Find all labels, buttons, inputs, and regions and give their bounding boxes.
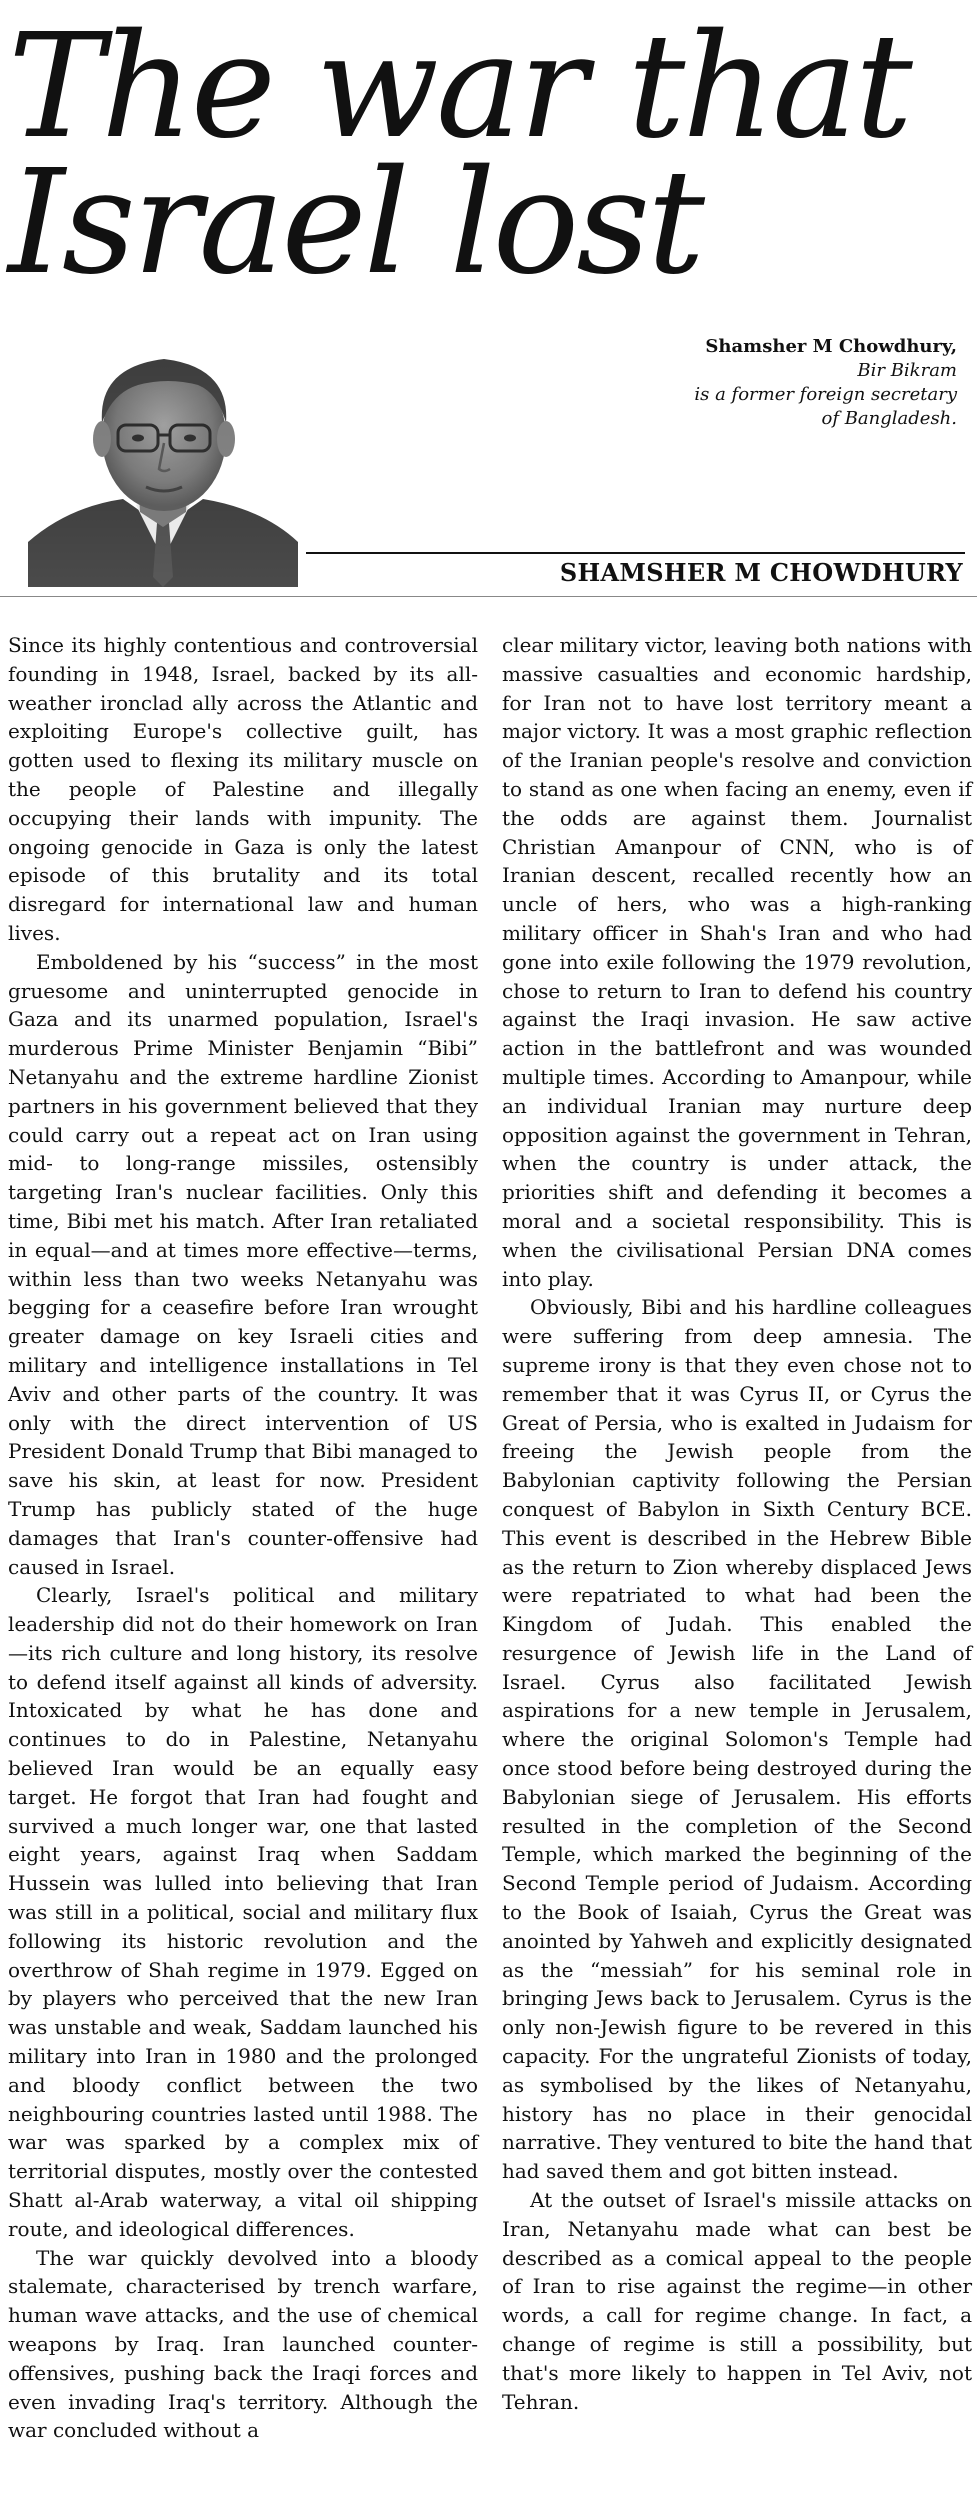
author-bio-name: Shamsher M Chowdhury, — [705, 336, 957, 357]
byline: SHAMSHER M CHOWDHURY — [559, 558, 963, 587]
paragraph: clear military victor, leaving both nations with massive casualties and economic hardship, for Iran not to have lost territory meant a major victory. It was a most graphic reflection of the Iranian people's resolve and conviction to stand as one when facing an enemy, even if the odds are against them. Journalist Christian Amanpour of CNN, who is of Iranian descent, recalled recently how an uncle of hers, who was a high-ranking military officer in Shah's Iran and who had gone into exile following the 1979 revolution, chose to return to Iran to defend his country against the Iraqi invasion. He saw active action in the battlefront and was wounded multiple times. According to Amanpour, while an individual Iranian may nurture deep opposition against the government in Tehran, when the country is under attack, the priorities shift and defending it becomes a moral and a societal responsibility. This is when the civilisational Persian DNA comes into play. — [502, 633, 972, 1291]
byline-divider — [306, 552, 965, 554]
author-bio-country: of Bangladesh. — [821, 408, 957, 429]
section-divider — [0, 596, 977, 597]
article-column-right — [502, 631, 972, 2416]
paragraph: The war quickly devolved into a bloody stalemate, characterised by trench warfare, human wave attacks, and the use of chemical weapons by Iraq. Iran launched counter-offensives, pushing back the Iraqi forces and even invading Iraq's territory. Although the war concluded without a — [8, 2245, 478, 2443]
paragraph: Obviously, Bibi and his hardline colleagues were suffering from deep amnesia. The supreme irony is that they even chose not to remember that it was Cyrus II, or Cyrus the Great of Persia, who is exalted in Judaism for freeing the Jewish people from the Babylonian captivity following the Persian conquest of Babylon in Sixth Century BCE. This event is described in the Hebrew Bible as the return to Zion whereby displaced Jews were repatriated to what had been the Kingdom of Judah. This enabled the resurgence of Jewish life in the Land of Israel. Cyrus also facilitated Jewish aspirations for a new temple in Jerusalem, where the original Solomon's Temple had once stood before being destroyed during the Babylonian siege of Jerusalem. His efforts resulted in the completion of the Second Temple, which marked the beginning of the Second Temple period of Judaism. According to the Book of Isaiah, Cyrus the Great was anointed by Yahweh and explicitly designated as the “messiah” for his seminal role in bringing Jews back to Jerusalem. Cyrus is the only non-Jewish figure to be revered in this capacity. For the ungrateful Zionists of today, as symbolised by the likes of Netanyahu, history has no place in their genocidal narrative. They ventured to bite the hand that had saved them and got bitten instead. — [502, 1295, 972, 2184]
paragraph: Clearly, Israel's political and military leadership did not do their homework on Iran—its rich culture and long history, its resolve to defend itself against all kinds of adversity. Intoxicated by what he has done and continues to do in Palestine, Netanyahu believed Iran would be an equally easy target. He forgot that Iran had fought and survived a much longer war, one that lasted eight years, against Iraq when Saddam Hussein was lulled into believing that Iran was still in a political, social and military flux following its historic revolution and the overthrow of Shah regime in 1979. Egged on by players who perceived that the new Iran was unstable and weak, Saddam launched his military into Iran in 1980 and the prolonged and bloody conflict between the two neighbouring countries lasted until 1988. The war was sparked by a complex mix of territorial disputes, mostly over the contested Shatt al-Arab waterway, a vital oil shipping route, and ideological differences. — [8, 1583, 478, 2241]
paragraph: Since its highly contentious and controversial founding in 1948, Israel, backed by its all-weather ironclad ally across the Atlantic and exploiting Europe's collective guilt, has gotten used to flexing its military muscle on the people of Palestine and illegally occupying their lands with impunity. The ongoing genocide in Gaza is only the latest episode of this brutality and its total disregard for international law and human lives. — [8, 633, 478, 945]
headline — [8, 2, 910, 306]
author-bio — [597, 335, 957, 431]
headline-line-1: The war that — [8, 2, 910, 170]
paragraph: Emboldened by his “success” in the most gruesome and uninterrupted genocide in Gaza and its unarmed population, Israel's murderous Prime Minister Benjamin “Bibi” Netanyahu and the extreme hardline Zionist partners in his government believed that they could carry out a repeat act on Iran using mid- to long-range missiles, ostensibly targeting Iran's nuclear facilities. Only this time, Bibi met his match. After Iran retaliated in equal—and at times more effective—terms, within less than two weeks Netanyahu was begging for a ceasefire before Iran wrought greater damage on key Israeli cities and military and intelligence installations in Tel Aviv and other parts of the country. It was only with the direct intervention of US President Donald Trump that Bibi managed to save his skin, at least for now. President Trump has publicly stated of the huge damages that Iran's counter-offensive had caused in Israel. — [8, 949, 478, 1579]
author-bio-title: Bir Bikram — [857, 360, 957, 381]
article-column-left — [8, 631, 478, 2445]
author-bio-role: is a former foreign secretary — [694, 384, 957, 405]
headline-line-2: Israel lost — [8, 138, 703, 306]
paragraph: At the outset of Israel's missile attacks on Iran, Netanyahu made what can best be described as a comical appeal to the people of Iran to rise against the regime—in other words, a call for regime change. In fact, a change of regime is still a possibility, but that's more likely to happen in Tel Aviv, not Tehran. — [502, 2188, 972, 2414]
author-portrait-icon — [28, 327, 298, 587]
